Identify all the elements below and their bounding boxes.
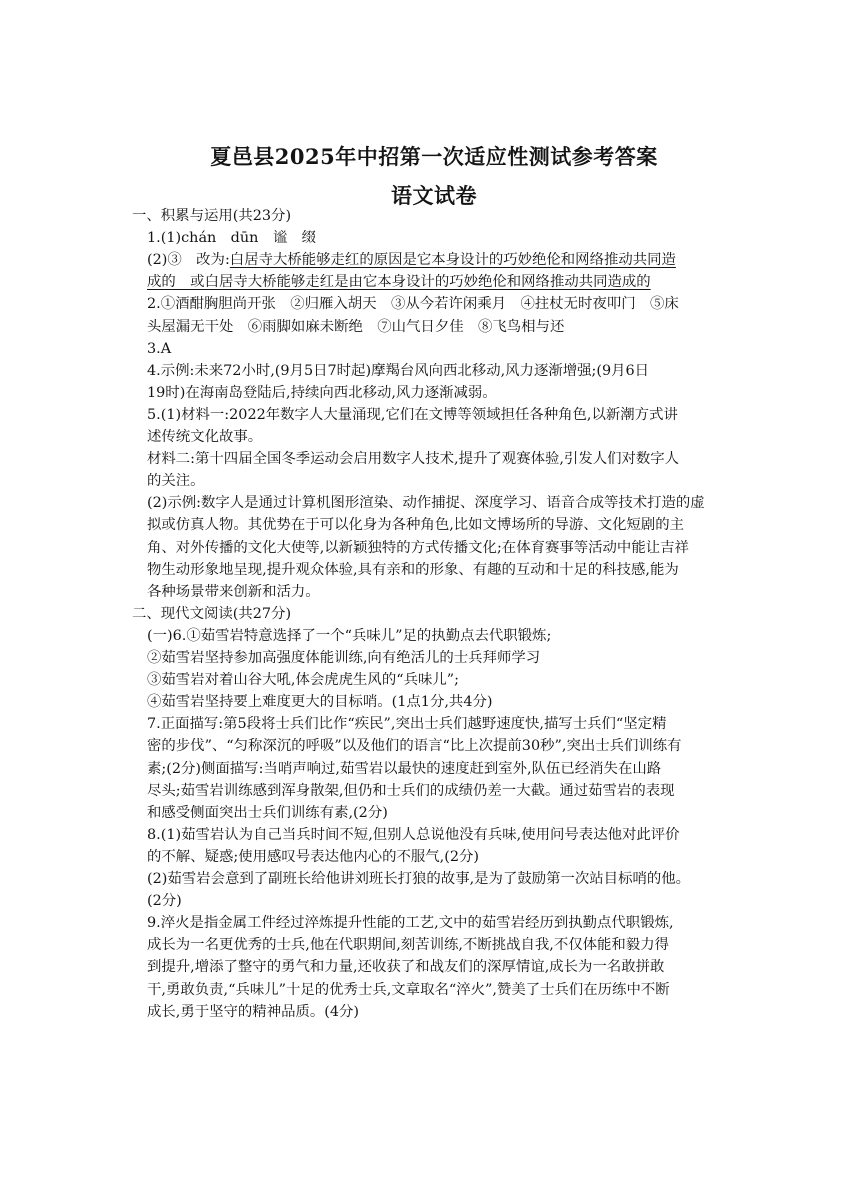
answer-line: (2)示例:数字人是通过计算机图形渲染、动作捕捉、深度学习、语音合成等技术打造的虚 (147, 495, 705, 512)
answer-line (147, 272, 651, 292)
answer-line: 2.①酒酣胸胆尚开张 ②归雁入胡天 ③从今若许闲乘月 ④拄杖无时夜叩门 ⑤床 (147, 296, 679, 313)
document-title: 夏邑县2025年中招第一次适应性测试参考答案 (210, 144, 658, 169)
underlined-correction: 成的 或白居寺大桥能够走红是由它本身设计的巧妙绝伦和网络推动共同造成的 (147, 274, 651, 291)
answer-line: (一)6.①茹雪岩特意选择了一个“兵味儿”足的执勤点去代职锻炼; (147, 627, 552, 644)
answer-line: ④茹雪岩坚持要上难度更大的目标哨。(1点1分,共4分) (147, 694, 493, 711)
answer-line: 5.(1)材料一:2022年数字人大量涌现,它们在文博等领域担任各种角色,以新潮方式讲 (147, 406, 678, 423)
answer-line: ②茹雪岩坚持参加高强度体能训练,向有绝活儿的士兵拜师学习 (147, 650, 541, 666)
answer-line: 干,勇敢负责,“兵味儿”十足的优秀士兵,文章取名“淬火”,赞美了士兵们在历练中不断 (147, 981, 670, 998)
answer-line: 的关注。 (147, 473, 205, 490)
answer-line: 拟或仿真人物。其优势在于可以化身为各种角色,比如文博场所的导游、文化短剧的主 (147, 517, 685, 534)
answer-line: 8.(1)茹雪岩认为自己当兵时间不短,但别人总说他没有兵味,使用问号表达他对此评价 (147, 826, 680, 843)
answer-line: 成长,勇于坚守的精神品质。(4分) (147, 1003, 360, 1020)
answer-line: 4.示例:未来72小时,(9月5日7时起)摩羯台风向西北移动,风力逐渐增强;(9月6日 (147, 362, 650, 379)
answer-line: 到提升,增添了整守的勇气和力量,还收获了和战友们的深厚情谊,成长为一名敢拼敢 (147, 959, 665, 976)
answer-line: 7.正面描写:第5段将士兵们比作“疾民”,突出士兵们越野速度快,描写士兵们“坚定精 (147, 716, 667, 733)
answer-line: 9.淬火是指金属工件经过淬炼提升性能的工艺,文中的茹雪岩经历到执勤点代职锻炼, (147, 915, 674, 932)
answer-line: 素;(2分)侧面描写:当哨声响过,茹雪岩以最快的速度赶到室外,队伍已经消失在山路 (147, 760, 662, 777)
answer-line: 角、对外传播的文化大使等,以新颖独特的方式传播文化;在体育赛事等活动中能让吉祥 (147, 539, 689, 556)
answer-prefix: (2)③ 改为: (147, 252, 230, 269)
document-subtitle: 语文试卷 (391, 183, 477, 208)
answer-line: 各种场景带来创新和活力。 (147, 583, 320, 600)
answer-line: 3.A (147, 340, 172, 357)
answer-line: 的不解、疑惑;使用感叹号表达他内心的不服气,(2分) (147, 848, 480, 865)
section-heading: 二、现代文阅读(共27分) (132, 605, 292, 622)
answer-line: (2)茹雪岩会意到了副班长给他讲刘班长打狼的故事,是为了鼓励第一次站目标哨的他。 (147, 871, 691, 887)
answer-line: 和感受侧面突出士兵们训练有素,(2分) (147, 804, 388, 821)
answer-line: 述传统文化故事。 (147, 429, 263, 445)
underlined-correction: 白居寺大桥能够走红的原因是它本身设计的巧妙绝伦和网络推动共同造 (229, 252, 676, 269)
answer-line (147, 250, 676, 270)
section-heading: 一、积累与运用(共23分) (132, 208, 292, 224)
answer-line: 成长为一名更优秀的士兵,他在代职期间,刻苦训练,不断挑战自我,不仅体能和毅力得 (147, 937, 669, 954)
answer-line: 材料二:第十四届全国冬季运动会启用数字人技术,提升了观赛体验,引发人们对数字人 (147, 451, 680, 468)
answer-line: 19时)在海南岛登陆后,持续向西北移动,风力逐渐减弱。 (147, 384, 497, 401)
answer-line: ③茹雪岩对着山谷大吼,体会虎虎生风的“兵味儿”; (147, 672, 459, 689)
answer-line: 头屋漏无干处 ⑥雨脚如麻未断绝 ⑦山气日夕佳 ⑧飞鸟相与还 (147, 318, 565, 335)
answer-line: 物生动形象地呈现,提升观众体验,具有亲和的形象、有趣的互动和十足的科技感,能为 (147, 561, 679, 578)
answer-line: 密的步伐”、“匀称深沉的呼吸”以及他们的语言“比上次提前30秒”,突出士兵们训练有 (147, 738, 682, 755)
answer-line: 1.(1)chán dūn 谧 缀 (147, 230, 316, 247)
answer-line: 尽头;茹雪岩训练感到浑身散架,但仍和士兵们的成绩仍差一大截。通过茹雪岩的表现 (147, 782, 675, 799)
answer-line: (2分) (147, 893, 182, 910)
